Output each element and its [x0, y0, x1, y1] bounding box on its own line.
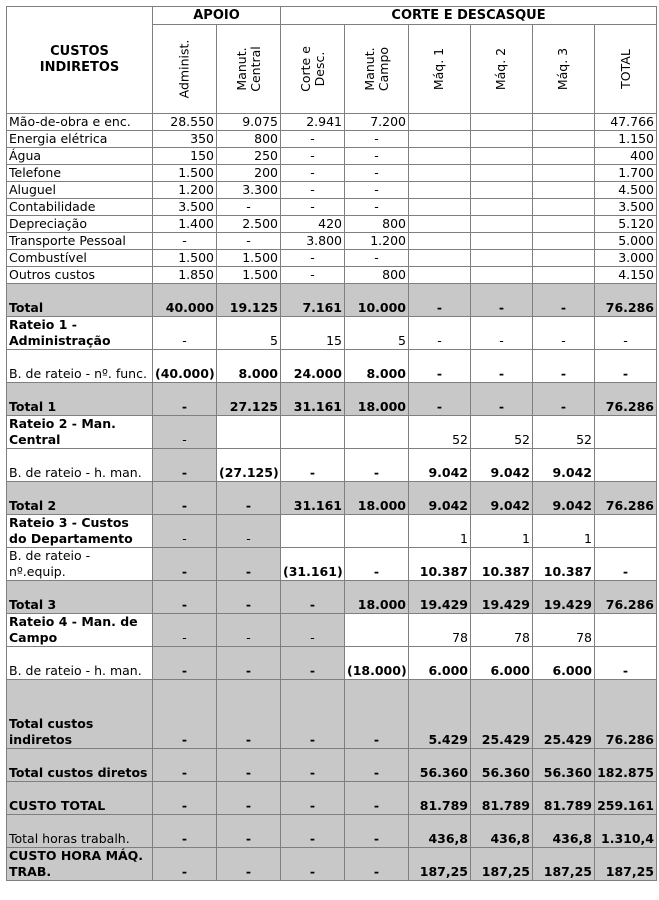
table-cell: 78 — [471, 614, 533, 647]
table-cell — [533, 216, 595, 233]
table-row — [7, 848, 657, 881]
table-cell: 81.789 — [533, 782, 595, 815]
row-label: Rateio 2 - Man. Central — [7, 416, 153, 449]
table-cell: 31.161 — [281, 482, 345, 515]
table-row — [7, 199, 657, 216]
table-cell: - — [217, 749, 281, 782]
table-cell: - — [533, 350, 595, 383]
table-cell: 1.200 — [345, 233, 409, 250]
table-cell: 19.429 — [533, 581, 595, 614]
table-cell — [345, 416, 409, 449]
table-cell — [471, 216, 533, 233]
table-cell — [533, 131, 595, 148]
table-cell: - — [217, 581, 281, 614]
table-cell: - — [595, 647, 657, 680]
table-cell: - — [281, 749, 345, 782]
table-cell: 2.941 — [281, 114, 345, 131]
table-cell: - — [153, 581, 217, 614]
table-cell: - — [471, 284, 533, 317]
table-cell — [533, 148, 595, 165]
table-cell: - — [533, 284, 595, 317]
row-label: Outros custos — [7, 267, 153, 284]
table-cell — [345, 515, 409, 548]
table-cell: 420 — [281, 216, 345, 233]
table-cell: - — [153, 848, 217, 881]
table-cell: 10.387 — [409, 548, 471, 581]
table-cell: 800 — [345, 216, 409, 233]
table-cell: - — [595, 548, 657, 581]
table-cell: 40.000 — [153, 284, 217, 317]
table-cell: 1.500 — [217, 250, 281, 267]
table-cell: 81.789 — [409, 782, 471, 815]
table-cell: - — [153, 515, 217, 548]
table-cell: - — [281, 449, 345, 482]
table-row — [7, 165, 657, 182]
table-cell: - — [217, 233, 281, 250]
table-cell: - — [217, 848, 281, 881]
table-cell: - — [471, 350, 533, 383]
table-cell — [471, 148, 533, 165]
table-row — [7, 216, 657, 233]
table-cell — [409, 250, 471, 267]
table-cell: 76.286 — [595, 680, 657, 749]
table-cell: 1.400 — [153, 216, 217, 233]
row-label: B. de rateio - h. man. — [7, 449, 153, 482]
table-cell — [595, 449, 657, 482]
table-cell: 9.042 — [409, 449, 471, 482]
table-cell: 9.042 — [471, 449, 533, 482]
table-cell — [533, 182, 595, 199]
table-cell — [281, 416, 345, 449]
table-cell: 10.000 — [345, 284, 409, 317]
table-cell — [217, 416, 281, 449]
table-cell: 27.125 — [217, 383, 281, 416]
table-cell — [471, 199, 533, 216]
table-cell: 187,25 — [595, 848, 657, 881]
group-corte: CORTE E DESCASQUE — [281, 7, 657, 25]
table-cell: - — [345, 148, 409, 165]
table-cell — [409, 216, 471, 233]
table-cell: - — [409, 317, 471, 350]
table-cell: 259.161 — [595, 782, 657, 815]
table-cell: 1 — [471, 515, 533, 548]
table-cell — [471, 250, 533, 267]
table-cell: 250 — [217, 148, 281, 165]
table-cell: 78 — [533, 614, 595, 647]
table-cell: 9.042 — [533, 482, 595, 515]
table-cell — [409, 114, 471, 131]
col-header: Máq. 1 — [409, 25, 471, 114]
table-cell: 76.286 — [595, 482, 657, 515]
table-cell: - — [217, 782, 281, 815]
row-label: Depreciação — [7, 216, 153, 233]
table-row — [7, 815, 657, 848]
table-cell: 19.429 — [409, 581, 471, 614]
table-cell: - — [217, 482, 281, 515]
table-cell: 1.310,4 — [595, 815, 657, 848]
table-cell: 1.150 — [595, 131, 657, 148]
row-label: Rateio 3 - Custos do Departamento — [7, 515, 153, 548]
table-cell: 1.500 — [153, 250, 217, 267]
table-row — [7, 317, 657, 350]
col-header: Corte e Desc. — [281, 25, 345, 114]
table-cell: - — [281, 165, 345, 182]
col-header: Manut. Central — [217, 25, 281, 114]
table-cell — [345, 614, 409, 647]
table-row — [7, 614, 657, 647]
table-cell: (31.161) — [281, 548, 345, 581]
col-header: Administ. — [153, 25, 217, 114]
table-cell: - — [345, 548, 409, 581]
table-row — [7, 350, 657, 383]
table-row — [7, 647, 657, 680]
table-cell: 187,25 — [409, 848, 471, 881]
table-cell: 6.000 — [533, 647, 595, 680]
table-cell: - — [153, 782, 217, 815]
row-label: Água — [7, 148, 153, 165]
table-cell: (40.000) — [153, 350, 217, 383]
table-cell: - — [345, 165, 409, 182]
table-cell: - — [345, 680, 409, 749]
table-cell: 76.286 — [595, 581, 657, 614]
row-label: B. de rateio - nº. func. — [7, 350, 153, 383]
table-cell: - — [217, 647, 281, 680]
table-cell — [595, 614, 657, 647]
row-label: Total custos indiretos — [7, 680, 153, 749]
table-cell: 1.700 — [595, 165, 657, 182]
corner-header: CUSTOS INDIRETOS — [7, 7, 153, 114]
col-header: Máq. 2 — [471, 25, 533, 114]
table-cell: - — [281, 782, 345, 815]
table-cell: - — [281, 182, 345, 199]
table-cell: 56.360 — [471, 749, 533, 782]
table-cell: 436,8 — [409, 815, 471, 848]
table-cell: - — [153, 383, 217, 416]
table-cell: - — [153, 449, 217, 482]
row-label: Total — [7, 284, 153, 317]
table-cell: - — [153, 749, 217, 782]
table-cell: 78 — [409, 614, 471, 647]
table-cell — [533, 165, 595, 182]
table-cell — [595, 416, 657, 449]
table-cell: - — [281, 647, 345, 680]
table-cell — [409, 233, 471, 250]
table-cell: - — [153, 680, 217, 749]
table-cell: 9.042 — [409, 482, 471, 515]
table-row — [7, 449, 657, 482]
table-cell: - — [471, 383, 533, 416]
table-cell: 1 — [533, 515, 595, 548]
table-cell — [409, 131, 471, 148]
table-cell: 9.042 — [471, 482, 533, 515]
table-cell — [409, 165, 471, 182]
table-cell: 3.800 — [281, 233, 345, 250]
table-cell: - — [281, 148, 345, 165]
table-row — [7, 114, 657, 131]
table-cell: - — [281, 680, 345, 749]
table-cell: - — [345, 815, 409, 848]
row-label: Aluguel — [7, 182, 153, 199]
table-row — [7, 383, 657, 416]
table-cell — [595, 515, 657, 548]
table-cell: 800 — [217, 131, 281, 148]
table-cell: - — [153, 614, 217, 647]
table-cell: 200 — [217, 165, 281, 182]
table-cell: - — [281, 815, 345, 848]
table-cell — [409, 148, 471, 165]
table-cell: - — [153, 647, 217, 680]
table-cell: 2.500 — [217, 216, 281, 233]
table-cell: 6.000 — [471, 647, 533, 680]
table-cell: 18.000 — [345, 482, 409, 515]
table-cell: 56.360 — [533, 749, 595, 782]
table-cell: - — [281, 614, 345, 647]
table-row — [7, 148, 657, 165]
table-cell: 19.125 — [217, 284, 281, 317]
table-cell: 3.500 — [153, 199, 217, 216]
table-cell: (18.000) — [345, 647, 409, 680]
table-cell: 25.429 — [533, 680, 595, 749]
table-cell — [471, 131, 533, 148]
table-cell — [281, 515, 345, 548]
table-cell: 8.000 — [217, 350, 281, 383]
table-cell: 52 — [471, 416, 533, 449]
table-cell: 7.161 — [281, 284, 345, 317]
table-cell: - — [533, 317, 595, 350]
row-label: CUSTO TOTAL — [7, 782, 153, 815]
table-cell: 47.766 — [595, 114, 657, 131]
table-cell: - — [409, 350, 471, 383]
table-cell: 1 — [409, 515, 471, 548]
table-cell — [409, 182, 471, 199]
table-row — [7, 250, 657, 267]
table-cell: 25.429 — [471, 680, 533, 749]
table-cell: 10.387 — [471, 548, 533, 581]
row-label: Total 2 — [7, 482, 153, 515]
table-cell: - — [345, 449, 409, 482]
table-cell: 24.000 — [281, 350, 345, 383]
table-cell: 56.360 — [409, 749, 471, 782]
table-cell: - — [345, 199, 409, 216]
table-cell: 1.500 — [217, 267, 281, 284]
table-cell: - — [217, 815, 281, 848]
table-row — [7, 515, 657, 548]
row-label: Transporte Pessoal — [7, 233, 153, 250]
table-cell: 9.075 — [217, 114, 281, 131]
table-cell: 150 — [153, 148, 217, 165]
table-cell: 1.500 — [153, 165, 217, 182]
table-cell: 800 — [345, 267, 409, 284]
table-row — [7, 749, 657, 782]
group-apoio: APOIO — [153, 7, 281, 25]
table-cell: - — [217, 199, 281, 216]
table-cell: - — [345, 749, 409, 782]
table-cell — [471, 165, 533, 182]
table-cell: - — [345, 782, 409, 815]
row-label: B. de rateio - h. man. — [7, 647, 153, 680]
col-header: Máq. 3 — [533, 25, 595, 114]
table-cell: 18.000 — [345, 581, 409, 614]
table-cell: - — [217, 680, 281, 749]
table-cell: 1.850 — [153, 267, 217, 284]
row-label: Total horas trabalh. — [7, 815, 153, 848]
table-cell: 3.000 — [595, 250, 657, 267]
table-cell: 7.200 — [345, 114, 409, 131]
table-row — [7, 233, 657, 250]
table-row — [7, 131, 657, 148]
table-row — [7, 267, 657, 284]
table-cell: 436,8 — [533, 815, 595, 848]
table-cell: - — [409, 284, 471, 317]
table-row — [7, 581, 657, 614]
row-label: Total 1 — [7, 383, 153, 416]
table-cell: 3.300 — [217, 182, 281, 199]
table-cell: 6.000 — [409, 647, 471, 680]
table-cell: - — [345, 250, 409, 267]
table-cell: - — [153, 233, 217, 250]
table-cell: - — [153, 416, 217, 449]
table-cell: 18.000 — [345, 383, 409, 416]
table-cell: - — [595, 317, 657, 350]
table-cell: 52 — [533, 416, 595, 449]
table-row — [7, 482, 657, 515]
table-cell: 28.550 — [153, 114, 217, 131]
table-row — [7, 782, 657, 815]
table-cell — [409, 267, 471, 284]
table-cell: - — [281, 250, 345, 267]
table-cell — [471, 267, 533, 284]
table-cell — [533, 233, 595, 250]
table-cell: 19.429 — [471, 581, 533, 614]
table-cell: - — [595, 350, 657, 383]
table-row — [7, 548, 657, 581]
row-label: B. de rateio - nº.equip. — [7, 548, 153, 581]
row-label: Mão-de-obra e enc. — [7, 114, 153, 131]
table-cell: - — [153, 548, 217, 581]
table-cell: 1.200 — [153, 182, 217, 199]
col-header: Manut. Campo — [345, 25, 409, 114]
table-cell — [533, 114, 595, 131]
table-cell: - — [217, 614, 281, 647]
table-cell: 350 — [153, 131, 217, 148]
row-label: Contabilidade — [7, 199, 153, 216]
table-cell: 4.150 — [595, 267, 657, 284]
table-cell — [471, 114, 533, 131]
row-label: Energia elétrica — [7, 131, 153, 148]
table-cell: 187,25 — [471, 848, 533, 881]
table-cell: 9.042 — [533, 449, 595, 482]
table-cell: - — [471, 317, 533, 350]
row-label: Rateio 4 - Man. de Campo — [7, 614, 153, 647]
table-cell: (27.125) — [217, 449, 281, 482]
table-cell: 5.120 — [595, 216, 657, 233]
table-cell: - — [281, 581, 345, 614]
table-cell: 3.500 — [595, 199, 657, 216]
table-cell — [471, 182, 533, 199]
row-label: Telefone — [7, 165, 153, 182]
table-cell: 52 — [409, 416, 471, 449]
table-cell: - — [153, 815, 217, 848]
table-cell: 5.429 — [409, 680, 471, 749]
table-row — [7, 284, 657, 317]
row-label: Combustível — [7, 250, 153, 267]
table-cell: - — [409, 383, 471, 416]
col-header: TOTAL — [595, 25, 657, 114]
row-label: Rateio 1 - Administração — [7, 317, 153, 350]
table-cell: 5.000 — [595, 233, 657, 250]
cost-table — [6, 6, 657, 881]
table-cell: - — [345, 182, 409, 199]
row-label: Total custos diretos — [7, 749, 153, 782]
table-cell: 4.500 — [595, 182, 657, 199]
table-cell — [533, 267, 595, 284]
table-cell: 10.387 — [533, 548, 595, 581]
table-row — [7, 182, 657, 199]
table-cell: 31.161 — [281, 383, 345, 416]
table-cell: - — [217, 515, 281, 548]
table-cell: 76.286 — [595, 284, 657, 317]
table-cell — [533, 199, 595, 216]
table-cell: 5 — [217, 317, 281, 350]
table-row — [7, 416, 657, 449]
table-cell: 8.000 — [345, 350, 409, 383]
table-cell: - — [345, 131, 409, 148]
table-cell: - — [153, 482, 217, 515]
table-cell: 400 — [595, 148, 657, 165]
table-cell: - — [153, 317, 217, 350]
table-body — [7, 114, 657, 881]
table-cell: - — [281, 131, 345, 148]
table-cell: - — [533, 383, 595, 416]
table-cell — [471, 233, 533, 250]
table-cell: 436,8 — [471, 815, 533, 848]
table-cell: - — [345, 848, 409, 881]
table-cell: - — [281, 267, 345, 284]
table-cell: - — [281, 848, 345, 881]
row-label: Total 3 — [7, 581, 153, 614]
table-row — [7, 680, 657, 749]
table-cell: - — [217, 548, 281, 581]
table-cell: 187,25 — [533, 848, 595, 881]
table-cell — [533, 250, 595, 267]
table-cell: - — [281, 199, 345, 216]
table-cell: 5 — [345, 317, 409, 350]
row-label: CUSTO HORA MÁQ. TRAB. — [7, 848, 153, 881]
table-cell: 182.875 — [595, 749, 657, 782]
table-cell: 15 — [281, 317, 345, 350]
table-cell — [409, 199, 471, 216]
table-cell: 76.286 — [595, 383, 657, 416]
table-cell: 81.789 — [471, 782, 533, 815]
